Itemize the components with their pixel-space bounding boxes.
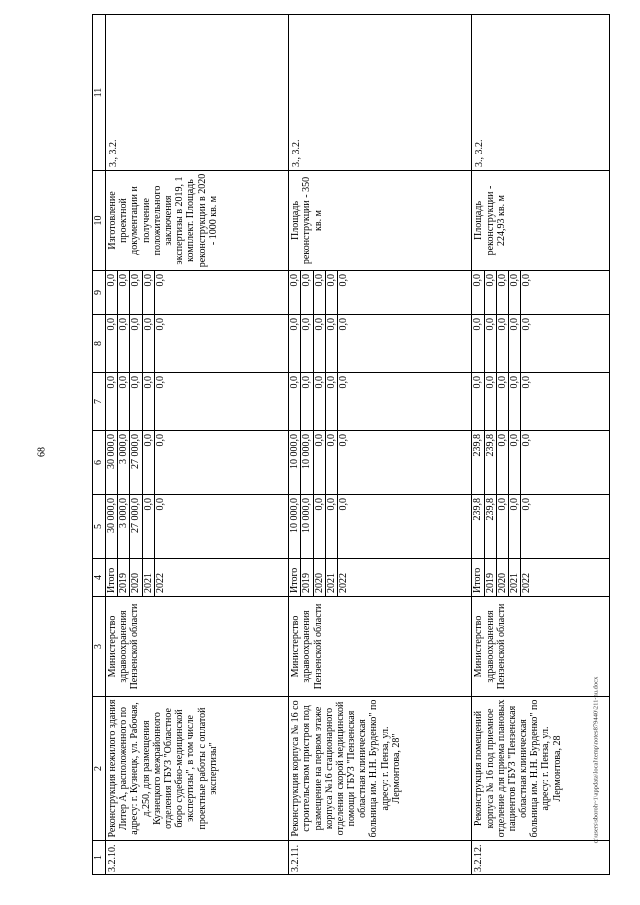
year-cell: 2022 xyxy=(337,559,471,597)
other-cell: 0,0 xyxy=(130,271,142,315)
local-cell: 0,0 xyxy=(154,315,288,373)
regional-cell: 0,0 xyxy=(337,431,471,495)
local-cell: 0,0 xyxy=(337,315,471,373)
row-result: Площадь реконструкции - 350 кв. м xyxy=(289,171,472,271)
col-header-9: 9 xyxy=(93,271,106,315)
row-number: 3.2.12. xyxy=(472,841,610,875)
regional-cell: 0,0 xyxy=(325,431,337,495)
row-number: 3.2.10. xyxy=(106,841,289,875)
federal-cell: 0,0 xyxy=(337,373,471,431)
year-cell: Итого xyxy=(289,559,301,597)
row-name: Реконструкция помещений корпуса № 16 под приемное отделение для приема плановых пациентов ГБУЗ "Пензенская областная клиническая больница им. Н.Н. Бурденко" по адресу: г. Пенза, ул. Лермонтова, 28 xyxy=(472,697,610,841)
local-cell: 0,0 xyxy=(142,315,154,373)
year-cell: 2022 xyxy=(521,559,610,597)
row-ref: 3., 3.2. xyxy=(106,15,289,171)
local-cell: 0,0 xyxy=(106,315,118,373)
col-header-3: 3 xyxy=(93,597,106,697)
federal-cell: 0,0 xyxy=(313,373,325,431)
federal-cell: 0,0 xyxy=(118,373,130,431)
col-header-11: 11 xyxy=(93,15,106,171)
col-header-10: 10 xyxy=(93,171,106,271)
other-cell: 0,0 xyxy=(508,271,520,315)
col-header-1: 1 xyxy=(93,841,106,875)
total-cell: 0,0 xyxy=(313,495,325,559)
table-row xyxy=(289,15,301,875)
row-result: Площадь реконструкции - 224,93 кв. м xyxy=(472,171,610,271)
regional-cell: 30 000,0 xyxy=(106,431,118,495)
year-cell: 2020 xyxy=(130,559,142,597)
local-cell: 0,0 xyxy=(289,315,301,373)
other-cell: 0,0 xyxy=(496,271,508,315)
local-cell: 0,0 xyxy=(508,315,520,373)
total-cell: 0,0 xyxy=(142,495,154,559)
other-cell: 0,0 xyxy=(301,271,313,315)
col-header-6: 6 xyxy=(93,431,106,495)
other-cell: 0,0 xyxy=(484,271,496,315)
total-cell: 30 000,0 xyxy=(106,495,118,559)
regional-cell: 3 000,0 xyxy=(118,431,130,495)
row-ref: 3., 3.2. xyxy=(472,15,610,171)
federal-cell: 0,0 xyxy=(289,373,301,431)
year-cell: 2022 xyxy=(154,559,288,597)
col-header-4: 4 xyxy=(93,559,106,597)
col-header-5: 5 xyxy=(93,495,106,559)
year-cell: 2019 xyxy=(301,559,313,597)
other-cell: 0,0 xyxy=(154,271,288,315)
regional-cell: 239,8 xyxy=(484,431,496,495)
year-cell: 2019 xyxy=(118,559,130,597)
row-name: Реконструкция корпуса № 16 со строительством пристроя под размещение на первом этаже корпуса №16 стационарного отделения скорой медицинской помощи ГБУЗ "Пензенская областная клиническая больница им. Н.Н. Бурденко" по адресу: г. Пенза, ул. Лермонтова, 28" xyxy=(289,697,472,841)
year-cell: 2019 xyxy=(484,559,496,597)
regional-cell: 0,0 xyxy=(521,431,610,495)
total-cell: 0,0 xyxy=(337,495,471,559)
row-result: Изготовление проектной документации и получение положительного заключения экспертизы в 2019, 1 комплект. Площадь реконструкции в 2020 - 1000 кв. м xyxy=(106,171,289,271)
federal-cell: 0,0 xyxy=(142,373,154,431)
total-cell: 10 000,0 xyxy=(289,495,301,559)
local-cell: 0,0 xyxy=(521,315,610,373)
other-cell: 0,0 xyxy=(521,271,610,315)
federal-cell: 0,0 xyxy=(508,373,520,431)
local-cell: 0,0 xyxy=(301,315,313,373)
col-header-7: 7 xyxy=(93,373,106,431)
col-header-8: 8 xyxy=(93,315,106,373)
year-cell: 2021 xyxy=(325,559,337,597)
program-table xyxy=(92,14,610,875)
total-cell: 10 000,0 xyxy=(301,495,313,559)
total-cell: 0,0 xyxy=(325,495,337,559)
other-cell: 0,0 xyxy=(313,271,325,315)
total-cell: 3 000,0 xyxy=(118,495,130,559)
total-cell: 0,0 xyxy=(521,495,610,559)
year-cell: 2020 xyxy=(496,559,508,597)
other-cell: 0,0 xyxy=(325,271,337,315)
total-cell: 0,0 xyxy=(154,495,288,559)
local-cell: 0,0 xyxy=(130,315,142,373)
other-cell: 0,0 xyxy=(106,271,118,315)
federal-cell: 0,0 xyxy=(521,373,610,431)
federal-cell: 0,0 xyxy=(106,373,118,431)
local-cell: 0,0 xyxy=(313,315,325,373)
other-cell: 0,0 xyxy=(118,271,130,315)
year-cell: 2021 xyxy=(142,559,154,597)
total-cell: 0,0 xyxy=(508,495,520,559)
local-cell: 0,0 xyxy=(484,315,496,373)
year-cell: Итого xyxy=(472,559,484,597)
table-row xyxy=(472,15,484,875)
col-header-2: 2 xyxy=(93,697,106,841)
total-cell: 239,8 xyxy=(472,495,484,559)
regional-cell: 10 000,0 xyxy=(289,431,301,495)
total-cell: 27 000,0 xyxy=(130,495,142,559)
local-cell: 0,0 xyxy=(472,315,484,373)
other-cell: 0,0 xyxy=(472,271,484,315)
other-cell: 0,0 xyxy=(142,271,154,315)
row-executor: Министерство здравоохранения Пензенской области xyxy=(106,597,289,697)
regional-cell: 0,0 xyxy=(508,431,520,495)
row-name: Реконструкция нежилого здания Литер А, расположенного по адресу: г. Кузнецк, ул. Рабочая, д.250, для размещения Кузнецкого межрайонного отделения ГБУЗ "Областное бюро судебно-медицинской экспертизы", в том числе проектные работы с оплатой экспертизы" xyxy=(106,697,289,841)
other-cell: 0,0 xyxy=(289,271,301,315)
row-executor: Министерство здравоохранения Пензенской области xyxy=(472,597,610,697)
regional-cell: 10 000,0 xyxy=(301,431,313,495)
year-cell: 2020 xyxy=(313,559,325,597)
footer-file-path: c:\users\sboroh~1\appdata\local\temp\notes879440\211-nu.docx xyxy=(592,676,600,844)
table-row xyxy=(106,15,118,875)
row-ref: 3., 3.2. xyxy=(289,15,472,171)
other-cell: 0,0 xyxy=(337,271,471,315)
row-executor: Министерство здравоохранения Пензенской области xyxy=(289,597,472,697)
regional-cell: 0,0 xyxy=(496,431,508,495)
federal-cell: 0,0 xyxy=(301,373,313,431)
row-number: 3.2.11. xyxy=(289,841,472,875)
regional-cell: 27 000,0 xyxy=(130,431,142,495)
federal-cell: 0,0 xyxy=(130,373,142,431)
federal-cell: 0,0 xyxy=(484,373,496,431)
local-cell: 0,0 xyxy=(496,315,508,373)
federal-cell: 0,0 xyxy=(154,373,288,431)
total-cell: 0,0 xyxy=(496,495,508,559)
page-number: 68 xyxy=(36,447,48,457)
year-cell: 2021 xyxy=(508,559,520,597)
regional-cell: 239,8 xyxy=(472,431,484,495)
regional-cell: 0,0 xyxy=(313,431,325,495)
federal-cell: 0,0 xyxy=(472,373,484,431)
local-cell: 0,0 xyxy=(325,315,337,373)
federal-cell: 0,0 xyxy=(325,373,337,431)
year-cell: Итого xyxy=(106,559,118,597)
header-row xyxy=(93,15,106,875)
regional-cell: 0,0 xyxy=(142,431,154,495)
federal-cell: 0,0 xyxy=(496,373,508,431)
local-cell: 0,0 xyxy=(118,315,130,373)
total-cell: 239,8 xyxy=(484,495,496,559)
regional-cell: 0,0 xyxy=(154,431,288,495)
rotated-table-wrapper xyxy=(92,15,610,875)
